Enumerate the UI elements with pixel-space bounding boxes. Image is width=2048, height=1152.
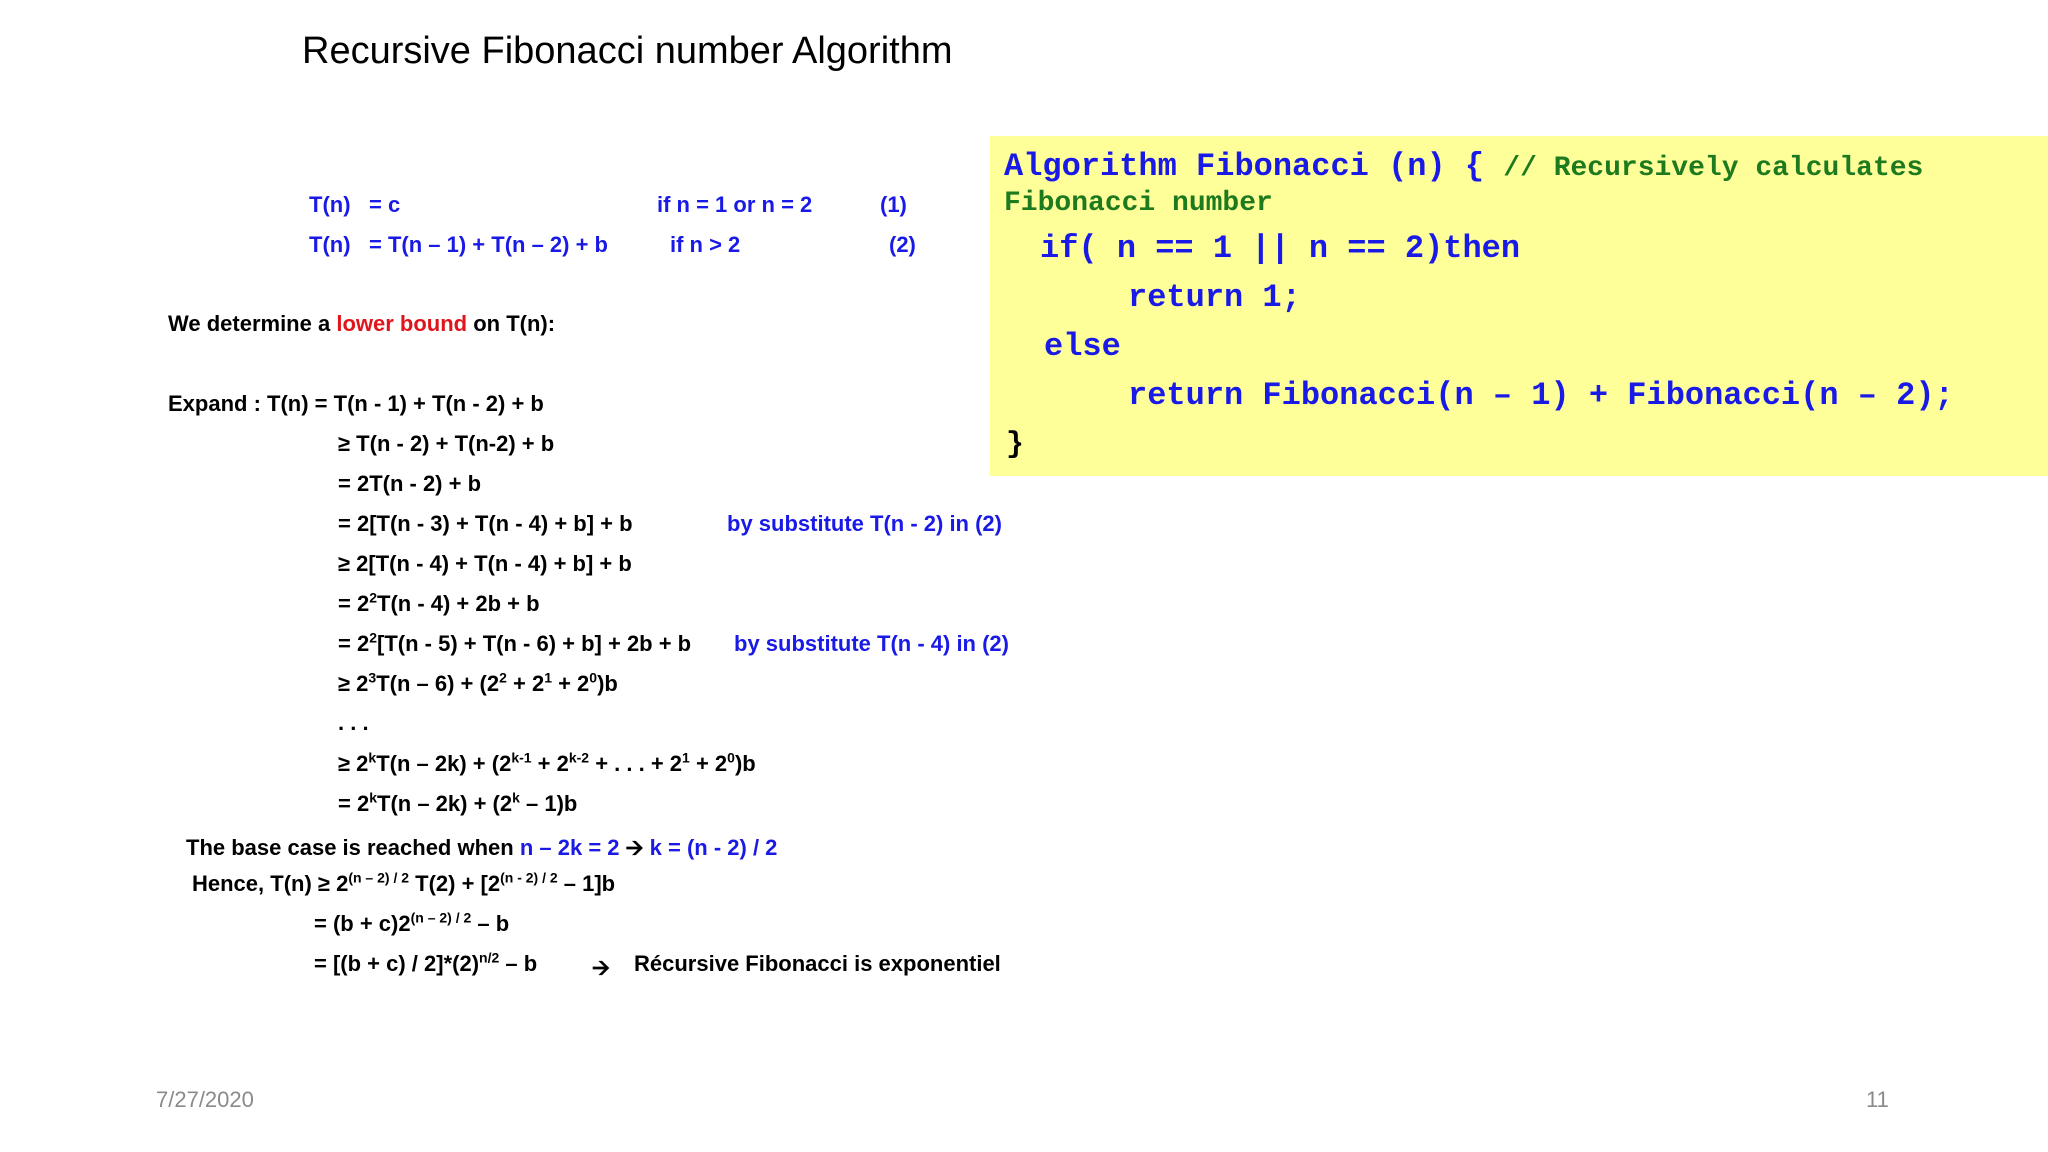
step-9-a: = 2 <box>338 791 370 816</box>
result-2-a: = [(b + c) / 2]*(2) <box>314 951 480 976</box>
result-1-sup: (n – 2) / 2 <box>410 909 472 926</box>
rec2-num: (2) <box>889 232 916 257</box>
result-2 <box>314 951 537 977</box>
expand-label: Expand : <box>168 391 261 416</box>
step-7-a: ≥ 2 <box>338 671 369 696</box>
step-8-sup3: k-2 <box>568 749 590 766</box>
step-6-a: = 2 <box>338 631 370 656</box>
step-9-sup1: k <box>369 789 377 806</box>
code-line-6: return Fibonacci(n – 1) + Fibonacci(n – 2); <box>1128 377 1954 414</box>
step-9-sup2: k <box>512 789 520 806</box>
step-8-sup4: 1 <box>682 749 690 766</box>
code-line-3: if( n == 1 || n == 2)then <box>1040 230 1521 267</box>
result-1-b: – b <box>471 911 510 936</box>
step-6 <box>338 631 691 657</box>
step-3-note: by substitute T(n - 2) in (2) <box>727 511 1002 536</box>
step-7-b: T(n – 6) + (2 <box>376 671 500 696</box>
result-1 <box>314 911 509 937</box>
hence-b: T(2) + [2 <box>409 871 501 896</box>
step-7-sup1: 3 <box>368 669 377 686</box>
base-case-eq1: n – 2k = 2 <box>519 835 620 860</box>
lower-bound-line <box>168 311 555 337</box>
code-line-2: Fibonacci number <box>1004 188 1273 219</box>
base-case-pre: The base case is reached when <box>186 835 514 860</box>
step-5-b: T(n - 4) + 2b + b <box>377 591 540 616</box>
code-line-7: } <box>1006 428 1025 462</box>
step-9-c: – 1)b <box>519 791 578 816</box>
step-5 <box>338 591 540 617</box>
step-0: T(n) = T(n - 1) + T(n - 2) + b <box>267 391 544 416</box>
footer-date: 7/27/2020 <box>156 1087 254 1112</box>
step-8-d: + . . . + 2 <box>589 751 683 776</box>
step-3: = 2[T(n - 3) + T(n - 4) + b] + b <box>338 511 633 536</box>
rec1-cond: if n = 1 or n = 2 <box>657 192 813 217</box>
hence-line <box>192 871 615 897</box>
step-8-sup5: 0 <box>727 749 735 766</box>
base-case-eq2: k = (n - 2) / 2 <box>649 835 778 860</box>
code-line-4: return 1; <box>1128 279 1301 316</box>
hence-sup1: (n – 2) / 2 <box>348 869 410 886</box>
lower-bound-post: on T(n): <box>473 311 556 336</box>
step-dots: . . . <box>338 710 369 735</box>
conclusion-text: Récursive Fibonacci is exponentiel <box>634 951 1001 976</box>
step-8-b: T(n – 2k) + (2 <box>376 751 512 776</box>
rec1-rhs: = c <box>369 192 401 217</box>
step-8-sup2: k-1 <box>511 749 532 766</box>
rec2-lhs: T(n) <box>309 232 351 257</box>
step-1: ≥ T(n - 2) + T(n-2) + b <box>338 431 555 456</box>
code-line-1 <box>1004 148 1923 185</box>
step-7-sup2: 2 <box>499 669 507 686</box>
step-2: = 2T(n - 2) + b <box>338 471 482 496</box>
step-4: ≥ 2[T(n - 4) + T(n - 4) + b] + b <box>338 551 632 576</box>
step-8-sup1: k <box>368 749 377 766</box>
step-7-sup4: 0 <box>589 669 598 686</box>
hence-sup2: (n - 2) / 2 <box>500 869 558 886</box>
step-5-a: = 2 <box>338 591 370 616</box>
code-line-1-comment: // Recursively calculates <box>1503 153 1924 184</box>
step-9-b: T(n – 2k) + (2 <box>377 791 513 816</box>
lower-bound-em: lower bound <box>336 311 468 336</box>
step-8-e: + 2 <box>689 751 728 776</box>
code-box <box>990 136 2048 476</box>
step-6-note: by substitute T(n - 4) in (2) <box>734 631 1009 656</box>
arrow-icon: 🡪 <box>625 835 644 860</box>
result-2-sup: n/2 <box>479 949 500 966</box>
slide-title: Recursive Fibonacci number Algorithm <box>302 30 953 72</box>
step-6-b: [T(n - 5) + T(n - 6) + b] + 2b + b <box>377 631 692 656</box>
hence-a: Hence, T(n) ≥ 2 <box>192 871 349 896</box>
step-7-c: + 2 <box>506 671 545 696</box>
rec2-cond: if n > 2 <box>670 232 741 257</box>
step-8-f: )b <box>734 751 756 776</box>
rec1-num: (1) <box>880 192 907 217</box>
code-line-1-kw: Algorithm Fibonacci (n) { <box>1004 148 1504 185</box>
step-7 <box>338 671 618 697</box>
footer-page-number: 11 <box>1866 1087 1889 1112</box>
code-line-5: else <box>1044 328 1121 365</box>
step-8 <box>338 751 756 777</box>
result-2-b: – b <box>499 951 538 976</box>
result-1-a: = (b + c)2 <box>314 911 411 936</box>
step-7-d: + 2 <box>551 671 590 696</box>
step-5-sup: 2 <box>369 589 377 606</box>
hence-c: – 1]b <box>557 871 616 896</box>
rec2-rhs: = T(n – 1) + T(n – 2) + b <box>369 232 608 257</box>
step-8-c: + 2 <box>531 751 569 776</box>
expand-line <box>168 391 544 417</box>
step-7-sup3: 1 <box>544 669 552 686</box>
step-8-a: ≥ 2 <box>338 751 369 776</box>
step-6-sup: 2 <box>369 629 377 646</box>
lower-bound-pre: We determine a <box>168 311 331 336</box>
step-9 <box>338 791 577 817</box>
base-case-line <box>186 831 777 869</box>
rec1-lhs: T(n) <box>309 192 351 217</box>
step-7-e: )b <box>597 671 618 696</box>
conclusion-arrow-icon: 🡪 <box>592 955 610 980</box>
